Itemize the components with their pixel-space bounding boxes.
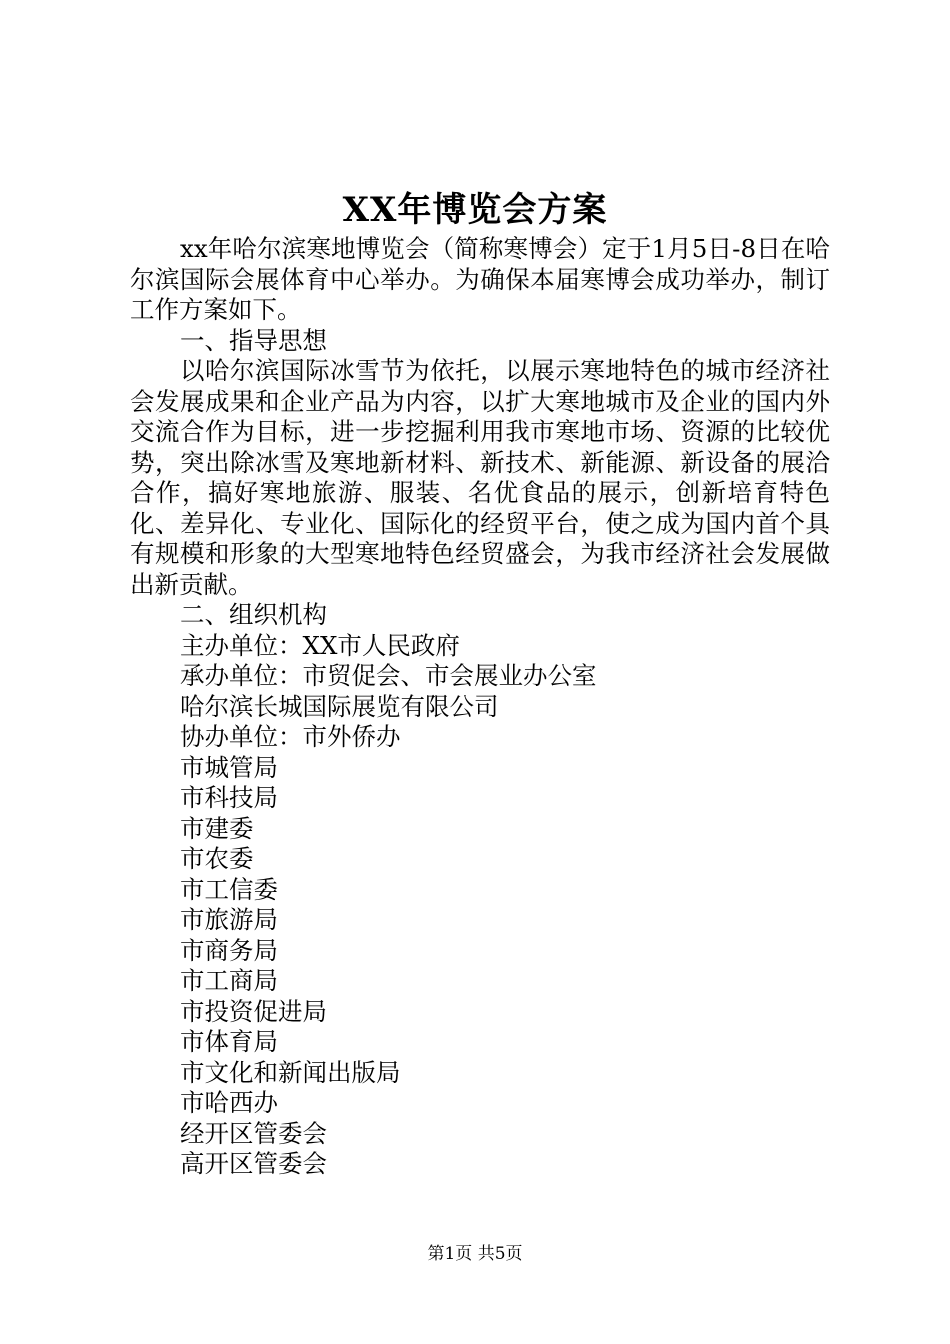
undertaker-line-2: 哈尔滨长城国际展览有限公司 — [180, 691, 499, 721]
guiding-ideology-paragraph: 以哈尔滨国际冰雪节为依托，以展示寒地特色的城市经济社会发展成果和企业产品为内容，以扩大寒地城市及企业的国内外交流合作为目标，进一步挖掘利用我市寒地市场、资源的比较优势，突出除冰雪及寒地新材料、新技术、新能源、新设备的展洽合作，搞好寒地旅游、服装、名优食品的展示，创新培育特色化、差异化、专业化、国际化的经贸平台，使之成为国内首个具有规模和形象的大型寒地特色经贸盛会，为我市经济社会发展做出新贡献。 — [130, 356, 830, 599]
section-heading-guiding-ideology: 一、指导思想 — [180, 325, 327, 355]
co-organizer-item: 市体育局 — [180, 1027, 278, 1056]
section-heading-organization: 二、组织机构 — [180, 600, 327, 629]
organizer-line: 主办单位：XX市人民政府 — [180, 630, 460, 660]
co-organizer-item: 市工商局 — [180, 966, 278, 995]
co-organizer-item: 高开区管委会 — [180, 1149, 327, 1178]
page-footer: 第1页 共5页 — [427, 1244, 523, 1264]
co-organizer-item: 市农委 — [180, 844, 254, 873]
co-organizer-item: 市旅游局 — [180, 905, 278, 934]
intro-paragraph: xx年哈尔滨寒地博览会（简称寒博会）定于1月5日-8日在哈尔滨国际会展体育中心举办。为确保本届寒博会成功举办，制订工作方案如下。 — [130, 234, 830, 324]
co-organizer-item: 市投资促进局 — [180, 996, 327, 1026]
undertaker-line: 承办单位：市贸促会、市会展业办公室 — [180, 661, 597, 690]
document-body — [130, 234, 830, 1180]
co-organizer-item: 市文化和新闻出版局 — [180, 1057, 401, 1087]
co-organizer-item: 市城管局 — [180, 752, 278, 782]
co-organizer-item: 市建委 — [180, 813, 254, 843]
co-organizer-item: 经开区管委会 — [180, 1118, 327, 1148]
document-title: XX年博览会方案 — [342, 190, 608, 230]
co-organizer-item: 市哈西办 — [180, 1088, 278, 1117]
co-organizer-item: 市科技局 — [180, 783, 278, 812]
co-organizer-item: 市工信委 — [180, 874, 278, 904]
co-organizer-item: 协办单位：市外侨办 — [180, 722, 401, 751]
co-organizer-item: 市商务局 — [180, 935, 278, 965]
